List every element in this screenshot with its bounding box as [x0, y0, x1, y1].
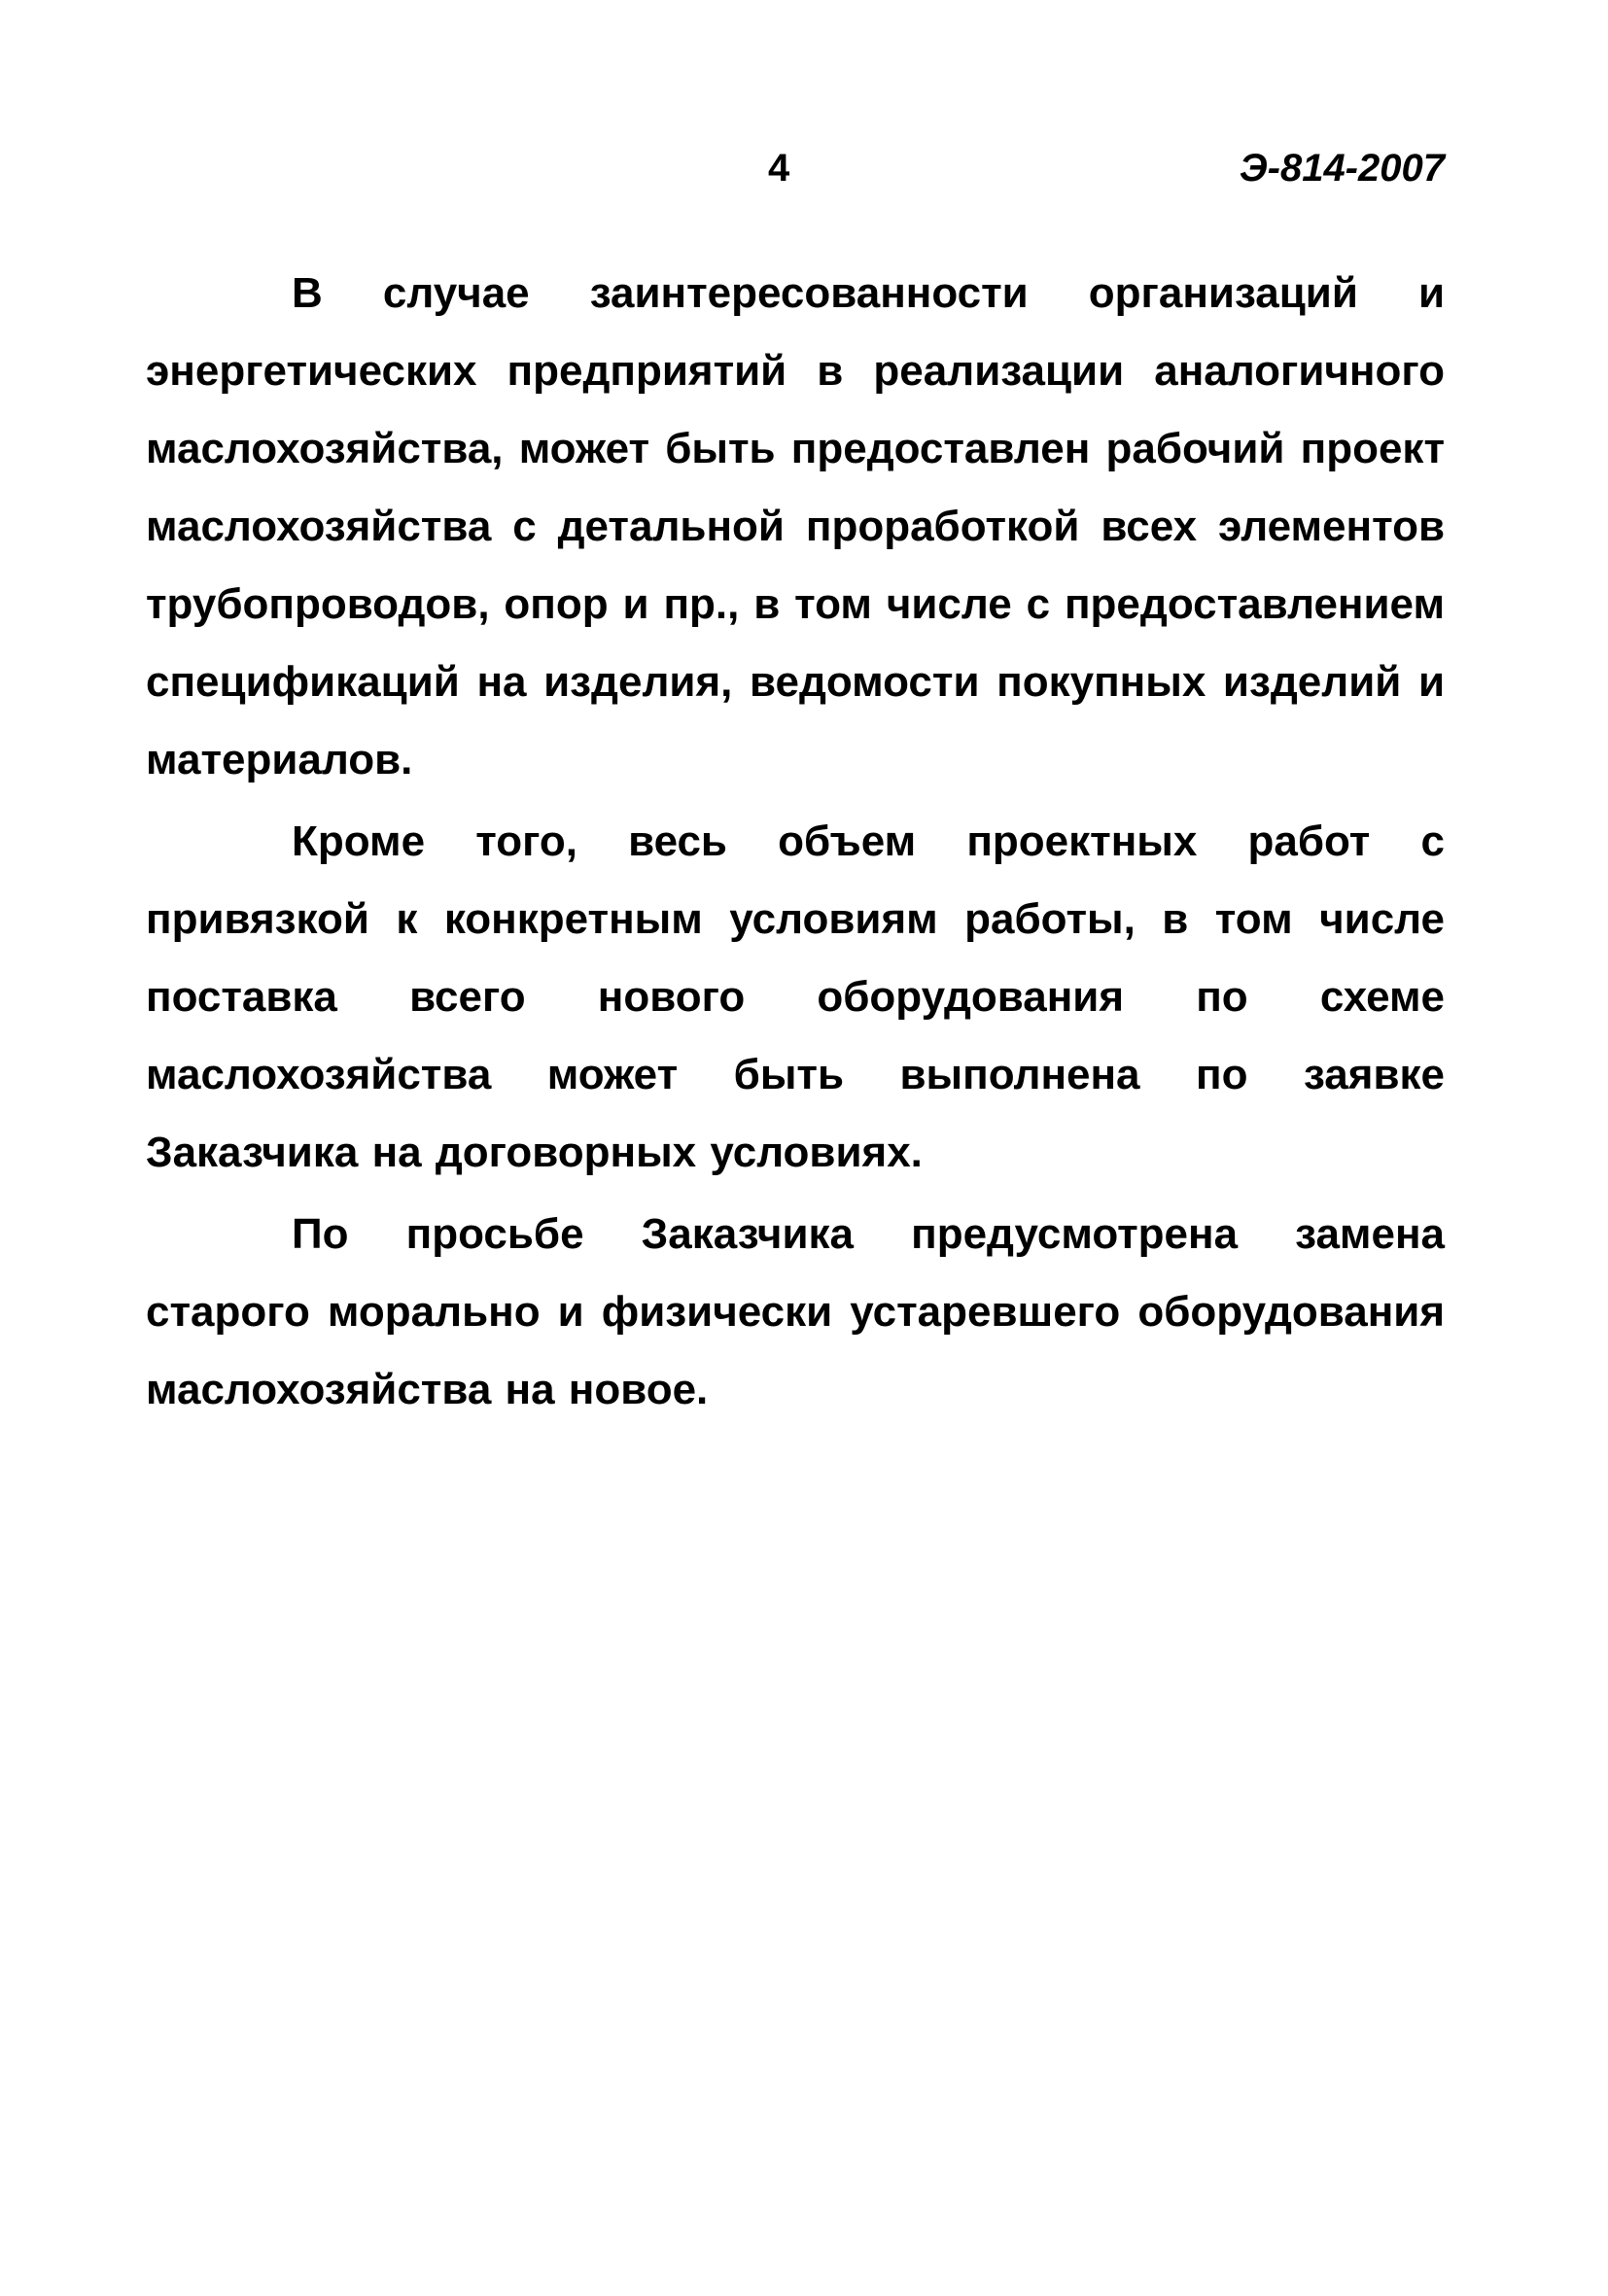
document-code: Э-814-2007 — [1239, 147, 1445, 190]
paragraph-1: В случае заинтересованности организаций и энергетических предприятий в реализации аналогичного маслохозяйства, может быть предоставлен рабочий проект маслохозяйства с детальной проработкой всех элементов трубопроводов, опор и пр., в том числе с предоставлением спецификаций на изделия, ведомости покупных изделий и материалов. — [146, 269, 1445, 783]
paragraph-3: По просьбе Заказчика предусмотрена замена старого морально и физически устаревшего оборудования маслохозяйства на новое. — [146, 1210, 1445, 1413]
paragraph-2: Кроме того, весь объем проектных работ с привязкой к конкретным условиям работы, в том числе поставка всего нового оборудования по схеме маслохозяйства может быть выполнена по заявке Заказчика на договорных условиях. — [146, 818, 1445, 1176]
page-number: 4 — [768, 147, 790, 190]
body-text — [146, 255, 1445, 1433]
